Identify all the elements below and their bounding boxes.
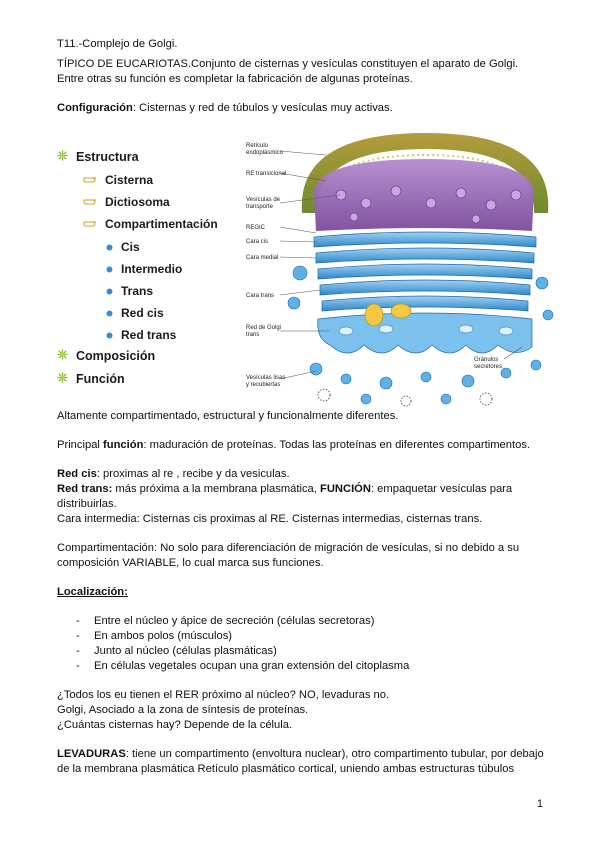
outline-composicion: Composición <box>57 349 155 363</box>
paragraph-compartimentado: Altamente compartimentado, estructural y funcionalmente diferentes. <box>57 410 399 422</box>
config-text: : Cisternas y red de túbulos y vesículas muy activas. <box>132 102 393 114</box>
paragraph-red-trans: Red trans: más próxima a la membrana plasmática, FUNCIÓN: empaquetar vesículas para <box>57 483 513 495</box>
outline-trans: Trans <box>106 284 153 298</box>
label-re-transicional: RE transicional <box>246 171 287 177</box>
structure-outline <box>57 150 237 400</box>
list-item: - Entre el núcleo y ápice de secreción (células secretoras) <box>76 615 375 627</box>
label-red-golgi: Red de Golgi <box>246 325 282 331</box>
label-vesiculas: Vesículas de <box>246 197 281 203</box>
cisterna-trans-1 <box>320 280 530 295</box>
cisterna-medial-2 <box>318 264 532 279</box>
cisterna-cis <box>314 232 536 247</box>
outline-estructura: Estructura <box>57 150 139 164</box>
blue-dot-icon <box>106 262 113 276</box>
outline-cisterna: Cisterna <box>83 173 153 187</box>
list-item: - Junto al núcleo (células plasmáticas) <box>76 645 277 657</box>
paragraph-compartimentacion-2: composición VARIABLE, lo cual marca sus funciones. <box>57 557 324 569</box>
outline-funcion: Función <box>57 372 125 386</box>
outline-red-trans: Red trans <box>106 328 176 342</box>
outline-dictiosoma: Dictiosoma <box>83 195 170 209</box>
page-number: 1 <box>536 798 543 810</box>
config-line <box>57 101 393 115</box>
blue-dot-icon <box>106 240 113 254</box>
outline-intermedio: Intermedio <box>106 262 182 276</box>
cisterna-trans-2 <box>322 296 528 311</box>
intro-line-1: TÍPICO DE EUCARIOTAS.Conjunto de cisternas y vesículas constituyen el aparato de Golgi. <box>57 58 519 70</box>
hand-pointer-icon <box>83 173 97 187</box>
label-cara-medial: Cara medial <box>246 255 279 261</box>
outline-compartimentacion: Compartimentación <box>83 217 218 231</box>
label-endoplasmico: endoplásmico <box>246 150 284 156</box>
sun-bullet-icon <box>57 349 68 363</box>
label-reticulo: Retículo <box>246 143 269 149</box>
localizacion-heading: Localización: <box>57 586 128 598</box>
sun-bullet-icon <box>57 150 68 164</box>
golgi-diagram <box>236 133 556 411</box>
levaduras-line-2: de la membrana plasmática Retículo plasmático cortical, uniendo ambas estructuras túbulos <box>57 763 515 775</box>
list-item: - En ambos polos (músculos) <box>76 630 233 642</box>
paragraph-compartimentacion-1: Compartimentación: No solo para diferenciación de migración de vesículas, si no debido a su <box>57 542 520 554</box>
label-secretores: secretores <box>474 364 503 370</box>
hand-pointer-icon <box>83 217 97 231</box>
question-2: Golgi, Asociado a la zona de síntesis de proteínas. <box>57 704 309 716</box>
cisterna-medial-1 <box>316 248 534 263</box>
paragraph-red-trans-cont: distribuirlas. <box>57 498 117 510</box>
label-red-golgi-trans: trans <box>246 332 260 338</box>
blue-dot-icon <box>106 328 113 342</box>
label-regic: REGIC <box>246 225 266 231</box>
paragraph-cara-intermedia: Cara intermedia: Cisternas cis proximas al RE. Cisternas intermedias, cisternas trans. <box>57 513 483 525</box>
config-label: Configuración <box>57 102 133 114</box>
label-recubiertas: y recubiertas <box>246 382 281 388</box>
question-3: ¿Cuántas cisternas hay? Depende de la célula. <box>57 719 293 731</box>
label-cara-cis: Cara cis <box>246 239 269 245</box>
intro-line-2: Entre otras su función es completar la fabricación de algunas proteínas. <box>57 73 413 85</box>
list-item: - En células vegetales ocupan una gran extensión del citoplasma <box>76 660 410 672</box>
label-cara-trans: Cara trans <box>246 293 275 299</box>
paragraph-red-cis: Red cis: proximas al re , recibe y da vesiculas. <box>57 468 290 480</box>
hand-pointer-icon <box>83 195 97 209</box>
document-title: T11.-Complejo de Golgi. <box>57 38 178 50</box>
levaduras-line-1: LEVADURAS: tiene un compartimento (envoltura nuclear), otro compartimento tubular, por debajo <box>57 748 544 760</box>
transitional-er <box>314 159 534 231</box>
blue-dot-icon <box>106 306 113 320</box>
question-1: ¿Todos los eu tienen el RER próximo al núcleo? NO, levaduras no. <box>57 689 390 701</box>
outline-cis: Cis <box>106 240 140 254</box>
paragraph-funcion: Principal función: maduración de proteínas. Todas las proteínas en diferentes compartimentos. <box>57 439 531 451</box>
label-vesiculas-lisas: Vesículas lisas <box>246 375 286 381</box>
label-transporte: transporte <box>246 204 274 210</box>
outline-red-cis: Red cis <box>106 306 164 320</box>
blue-dot-icon <box>106 284 113 298</box>
golgi-illustration <box>236 133 556 411</box>
label-granulos: Gránulos <box>474 357 499 363</box>
sun-bullet-icon <box>57 372 68 386</box>
